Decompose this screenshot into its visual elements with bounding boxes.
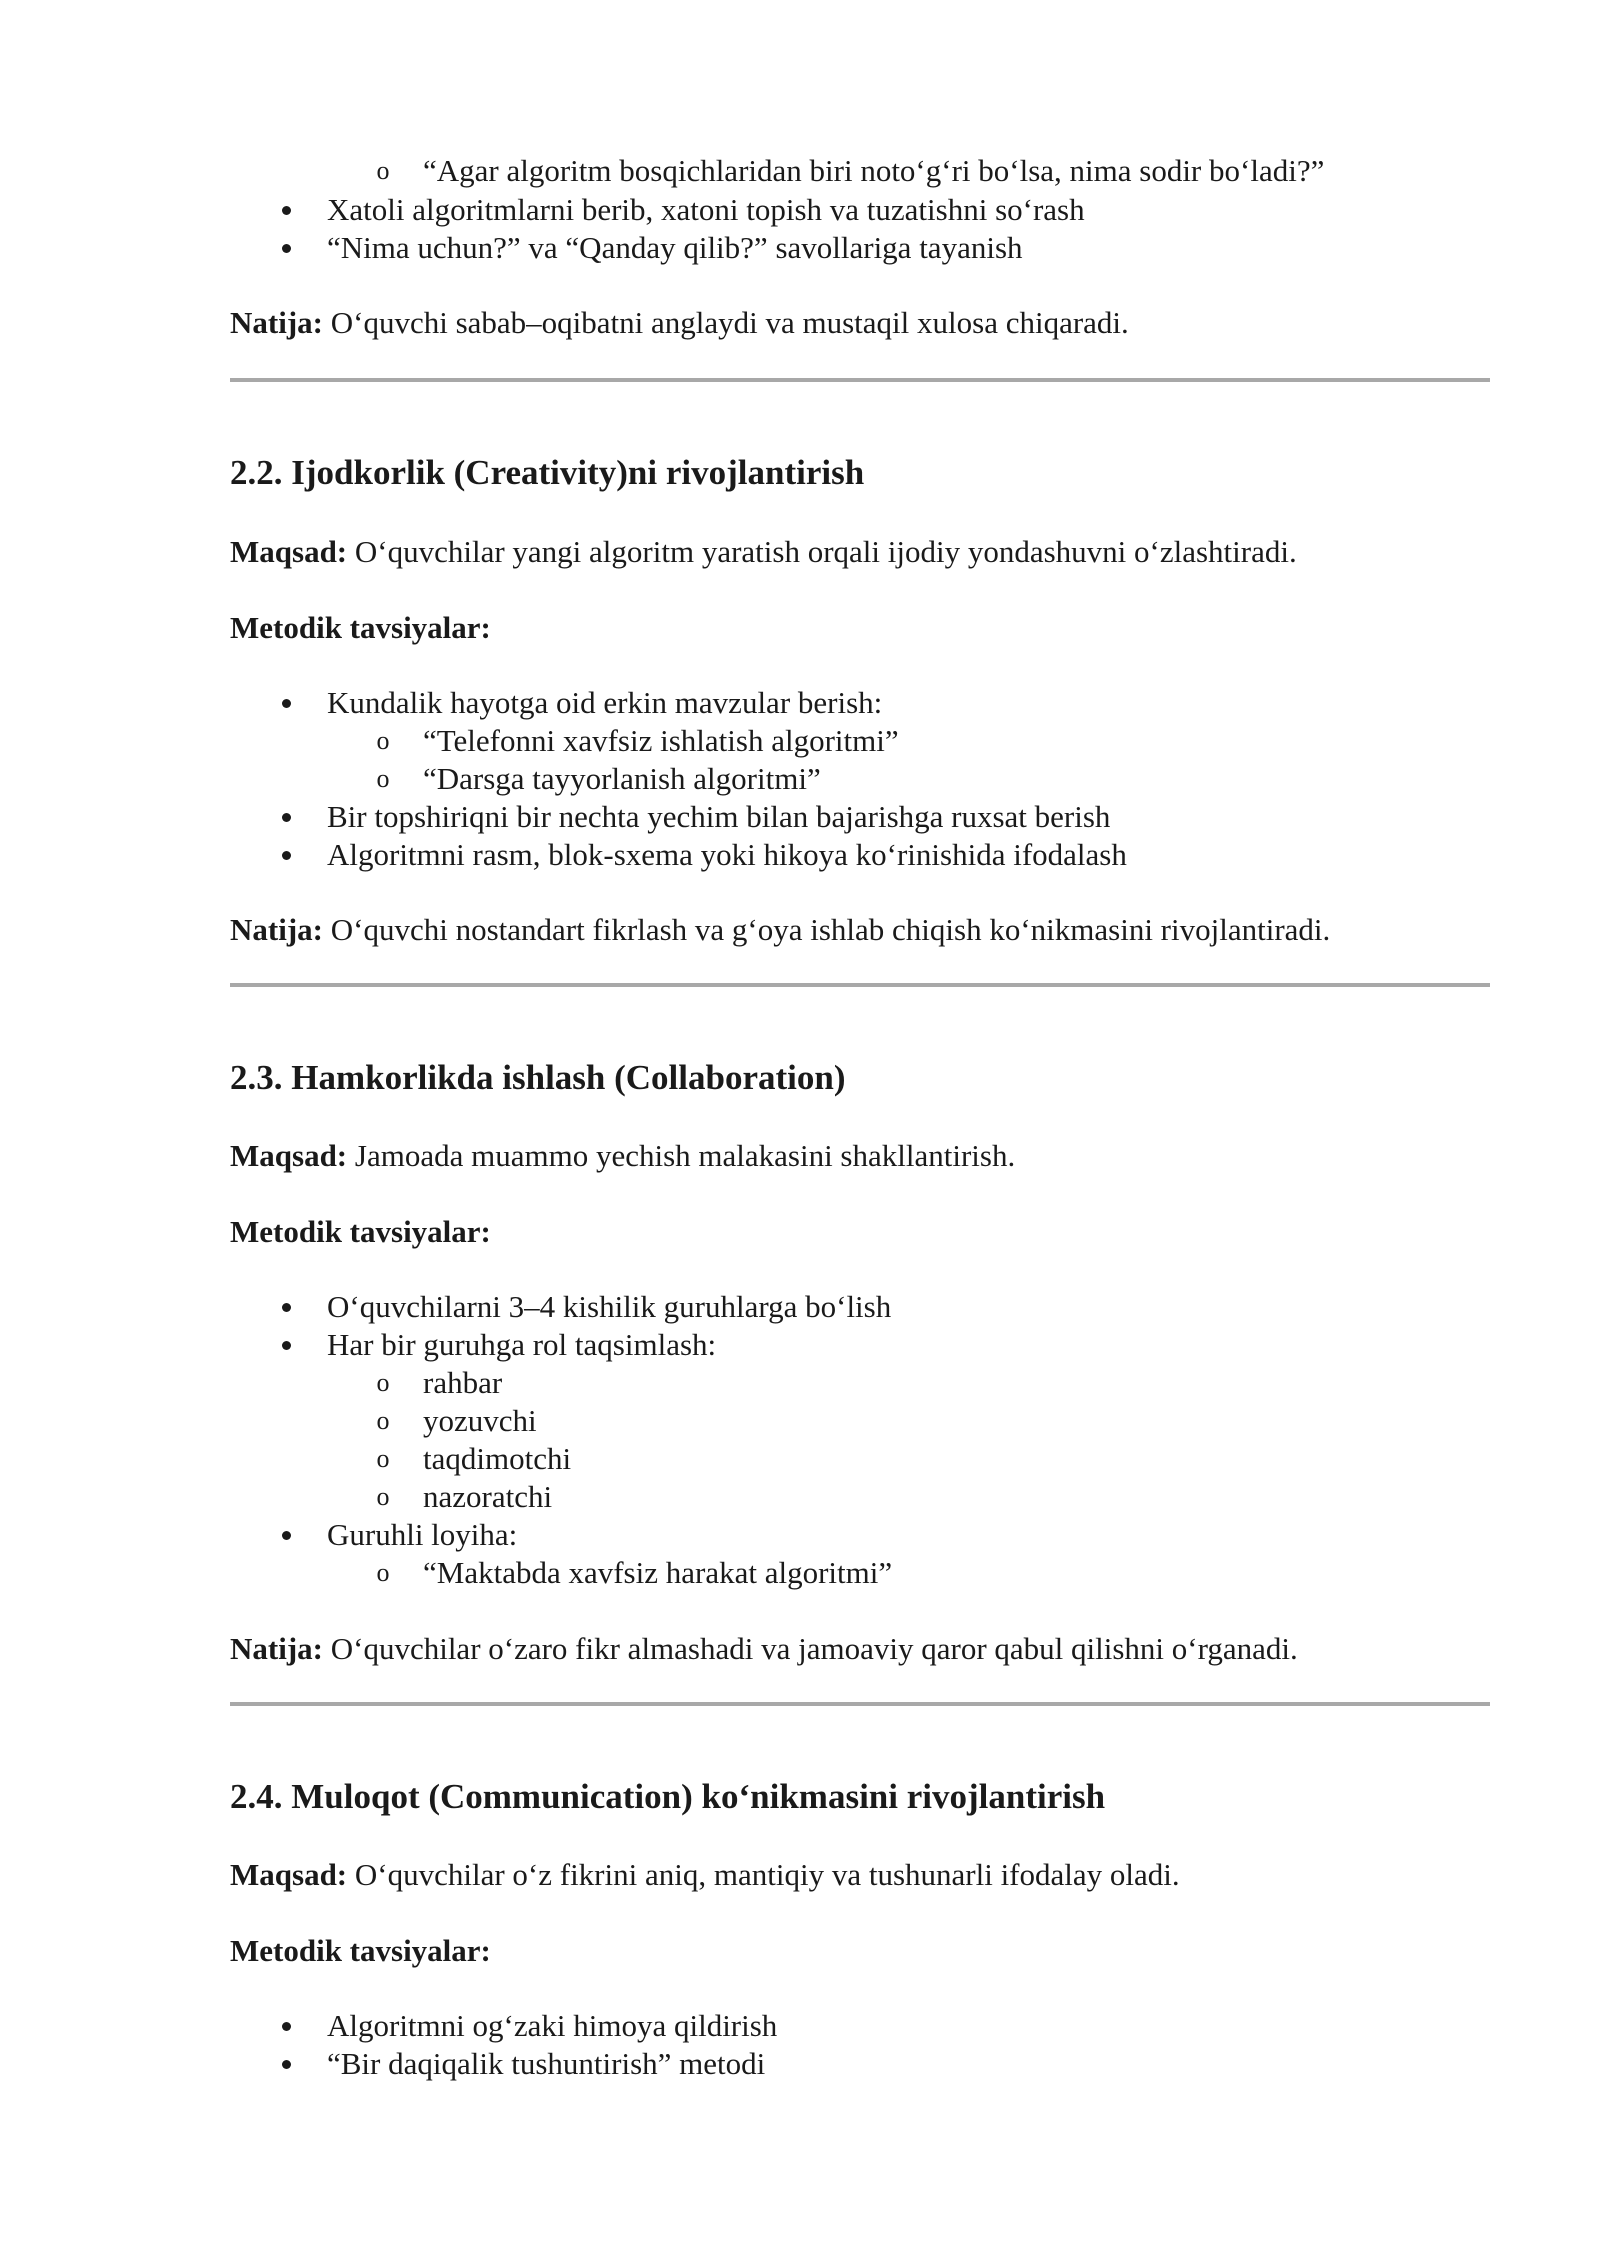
- list-subitem: o “Agar algoritm bosqichlaridan biri noto‘g‘ri bo‘lsa, nima sodir bo‘ladi?”: [423, 152, 1324, 190]
- sub-bullet: o: [376, 1406, 390, 1435]
- list-subitem: o “Maktabda xavfsiz harakat algoritmi”: [423, 1554, 892, 1592]
- list-subitem: o rahbar: [423, 1364, 502, 1402]
- section-heading: 2.2. Ijodkorlik (Creativity)ni rivojlantirish: [230, 453, 865, 492]
- result-label: Natija:: [230, 912, 323, 947]
- divider: [230, 983, 1490, 987]
- list-item: Kundalik hayotga oid erkin mavzular berish:: [327, 685, 883, 720]
- list-item: Har bir guruhga rol taqsimlash:: [327, 1327, 717, 1362]
- sub-bullet: o: [376, 764, 390, 793]
- list-item: Xatoli algoritmlarni berib, xatoni topish va tuzatishni so‘rash: [327, 192, 1085, 227]
- sub-bullet: o: [376, 1368, 390, 1397]
- methods-label: Metodik tavsiyalar:: [230, 1214, 491, 1249]
- result-label: Natija:: [230, 305, 323, 340]
- list-item: “Nima uchun?” va “Qanday qilib?” savollariga tayanish: [327, 230, 1023, 265]
- goal-label: Maqsad:: [230, 1138, 348, 1173]
- list-item: Algoritmni rasm, blok-sxema yoki hikoya ko‘rinishida ifodalash: [327, 837, 1127, 872]
- list-subitem: o “Telefonni xavfsiz ishlatish algoritmi”: [423, 722, 899, 760]
- list-item: O‘quvchilarni 3–4 kishilik guruhlarga bo‘lish: [327, 1289, 892, 1324]
- result-label: Natija:: [230, 1631, 323, 1666]
- divider: [230, 378, 1490, 382]
- sub-bullet: o: [376, 726, 390, 755]
- sub-bullet: o: [376, 1558, 390, 1587]
- section-heading: 2.3. Hamkorlikda ishlash (Collaboration): [230, 1058, 846, 1097]
- list-subitem: o yozuvchi: [423, 1402, 537, 1440]
- list-item: Algoritmni og‘zaki himoya qildirish: [327, 2008, 778, 2043]
- goal-label: Maqsad:: [230, 1857, 348, 1892]
- result-paragraph: Natija: O‘quvchi nostandart fikrlash va g‘oya ishlab chiqish ko‘nikmasini rivojlantiradi.: [230, 912, 1331, 947]
- goal-paragraph: Maqsad: Jamoada muammo yechish malakasini shakllantirish.: [230, 1138, 1016, 1173]
- result-paragraph: Natija: O‘quvchilar o‘zaro fikr almashadi va jamoaviy qaror qabul qilishni o‘rganadi.: [230, 1631, 1298, 1666]
- list-subitem: o nazoratchi: [423, 1478, 552, 1516]
- result-paragraph: Natija: O‘quvchi sabab–oqibatni anglaydi va mustaqil xulosa chiqaradi.: [230, 305, 1129, 340]
- goal-label: Maqsad:: [230, 534, 348, 569]
- list-item: “Bir daqiqalik tushuntirish” metodi: [327, 2046, 766, 2081]
- list-subitem: o “Darsga tayyorlanish algoritmi”: [423, 760, 821, 798]
- sub-bullet: o: [376, 1482, 390, 1511]
- sub-bullet: o: [376, 156, 390, 185]
- divider: [230, 1702, 1490, 1706]
- sub-bullet: o: [376, 1444, 390, 1473]
- goal-paragraph: Maqsad: O‘quvchilar o‘z fikrini aniq, mantiqiy va tushunarli ifodalay oladi.: [230, 1857, 1180, 1892]
- goal-paragraph: Maqsad: O‘quvchilar yangi algoritm yaratish orqali ijodiy yondashuvni o‘zlashtiradi.: [230, 534, 1297, 569]
- list-item: Guruhli loyiha:: [327, 1517, 518, 1552]
- methods-label: Metodik tavsiyalar:: [230, 610, 491, 645]
- list-subitem: o taqdimotchi: [423, 1440, 571, 1478]
- list-item: Bir topshiriqni bir nechta yechim bilan bajarishga ruxsat berish: [327, 799, 1111, 834]
- section-heading: 2.4. Muloqot (Communication) ko‘nikmasini rivojlantirish: [230, 1777, 1106, 1816]
- methods-label: Metodik tavsiyalar:: [230, 1933, 491, 1968]
